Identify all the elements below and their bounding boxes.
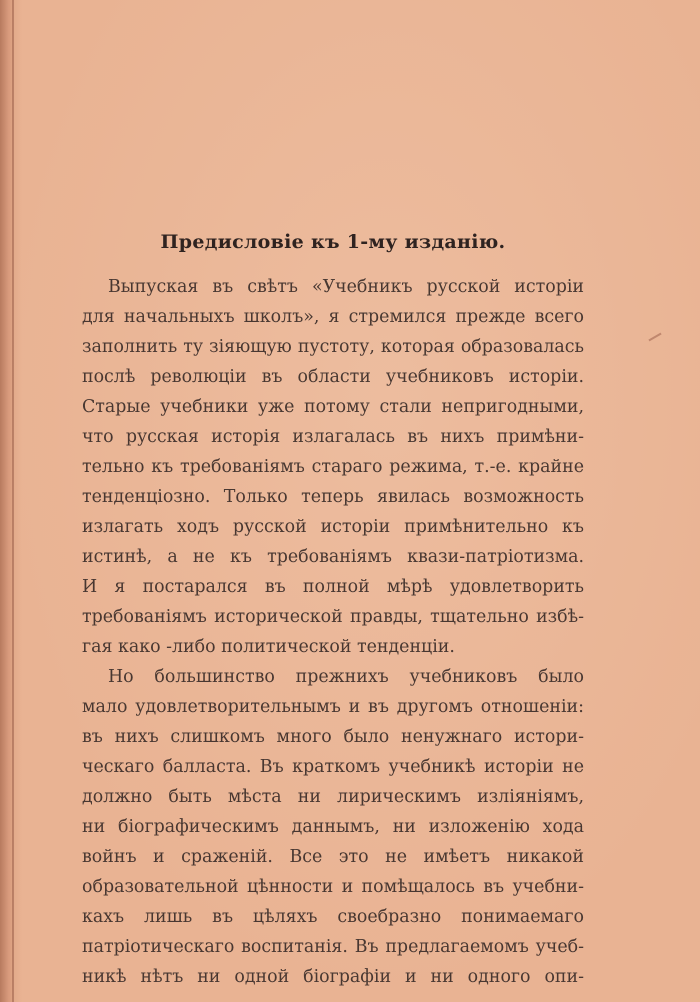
text-line: патріотическаго воспитанія. Въ предлагаемомъ учеб- [82,937,584,957]
text-line: мало удовлетворительнымъ и въ другомъ отношеніи: [82,697,584,717]
text-line: образовательной цѣнности и помѣщалось въ учебни- [82,877,584,897]
text-line: для начальныхъ школъ», я стремился прежде всего [82,307,584,327]
page-title: Предисловіе къ 1-му изданію. [160,231,506,253]
text-line: Но большинство прежнихъ учебниковъ было [108,667,584,687]
text-line: тенденціозно. Только теперь явилась возможность [82,487,584,507]
text-line: ни біографическимъ даннымъ, ни изложенію хода [82,817,584,837]
ink-mark [648,333,661,342]
text-line: Выпуская въ свѣтъ «Учебникъ русской исторіи [108,277,584,297]
text-line: заполнить ту зіяющую пустоту, которая образовалась [82,337,584,357]
text-line: войнъ и сраженій. Все это не имѣетъ никакой [82,847,584,867]
text-line: послѣ революціи въ области учебниковъ исторіи. [82,367,584,387]
text-line: въ нихъ слишкомъ много было ненужнаго истори- [82,727,584,747]
text-line: никѣ нѣтъ ни одной біографіи и ни одного опи- [82,967,584,987]
text-line: ческаго балласта. Въ краткомъ учебникѣ исторіи не [82,757,584,777]
text-line: кахъ лишь въ цѣляхъ своебразно понимаемаго [82,907,584,927]
text-line: Старые учебники уже потому стали непригодными, [82,397,584,417]
binding-edge [12,0,14,1002]
text-line: требованіямъ исторической правды, тщательно избѣ- [82,607,584,627]
text-line: И я постарался въ полной мѣрѣ удовлетворить [82,577,584,597]
text-line: что русская исторія излагалась въ нихъ примѣни- [82,427,584,447]
text-line: тельно къ требованіямъ стараго режима, т.-е. крайне [82,457,584,477]
text-line: должно быть мѣста ни лирическимъ изліяніямъ, [82,787,584,807]
text-line: излагать ходъ русской исторіи примѣнительно къ [82,517,584,537]
text-line: истинѣ, а не къ требованіямъ квази-патріотизма. [82,547,584,567]
text-line: гая како -либо политической тенденціи. [82,637,455,657]
